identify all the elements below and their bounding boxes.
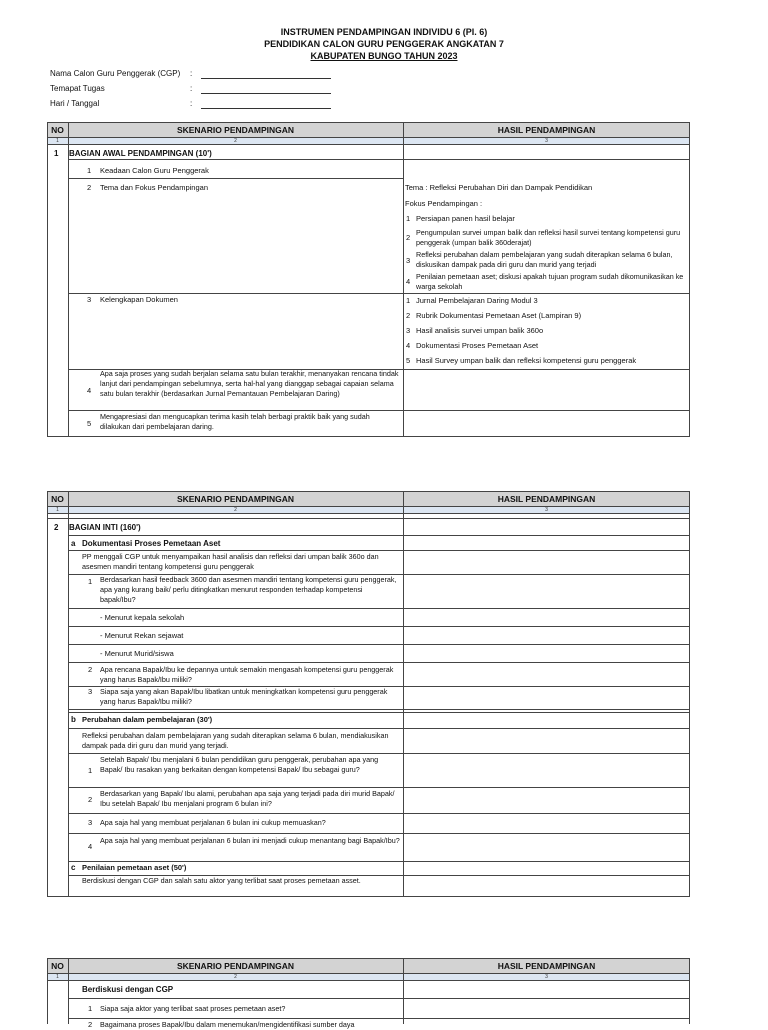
field-label: Hari / Tanggal	[50, 99, 100, 108]
question-item: Siapa saja yang akan Bapak/Ibu libatkan untuk meningkatkan kompetensi guru penggerak yang harus Bapak/Ibu miliki?	[100, 687, 388, 706]
question-item: Berdasarkan hasil feedback 3600 dan asesmen mandiri tentang kompetensi guru penggerak, apa yang kurang baik/ perlu ditingkatkan menurut responden terhadap kompetensi bapak/Ibu?	[100, 575, 397, 604]
table-bagian-awal: NO SKENARIO PENDAMPINGAN HASIL PENDAMPINGAN 1 2 3 1 BAGIAN AWAL PENDAMPINGAN (10') 1 Keadaan Calon Guru Penggerak 2 Tema dan Fokus Pendampingan Tema : Refleksi Perubahan Diri dan Dampak Pendidikan Fokus Pendampingan : 1 Persiapan panen hasil belajar 2 Pengumpulan survei umpan balik dan refleksi hasil survei tentang kompetensi guru penggerak (umpan balik 360derajat) 3 Refleksi perubahan dalam pembelajaran yang sudah diterapkan selama 6 bulan, diskusikan dampak pada diri guru dan murid yang terjadi 4 Penilaian pemetaan aset; diskusi apakah tujuan program sudah dikomunikasikan ke warga sekolah 3 Kelengkapan Dokumen 1 Jurnal Pembelajaran Daring Modul 3 2 Rubrik Dokumentasi Pemetaan Aset (Lampiran 9) 3 Hasil analisis survei umpan balik 360o 4 Dokumentasi Proses Pemetaan Aset 5 Hasil Survey umpan balik dan refleksi kompetensi guru penggerak 4 Apa saja proses yang sudah berjalan selama satu bulan terakhir, menanyakan rencana tindak lanjut dari pendampingan sebelumnya, serta hal-hal yang dianggap sebagai capaian selama satu bulan terakhir (berdasarkan Jurnal Pemantauan Pembelajaran Daring) 5 Mengapresiasi dan mengucapkan terima kasih telah berbagi praktik baik yang sudah dilakukan dari pembelajaran daring.	[47, 122, 690, 437]
field-input-line[interactable]	[201, 93, 331, 94]
subsection-intro: PP menggali CGP untuk menyampaikan hasil analisis dan refleksi dari umpan balik 360o dan asesmen mandiri tentang kompetensi guru penggerak	[82, 552, 379, 571]
document-location: KABUPATEN BUNGO TAHUN 2023	[310, 51, 458, 61]
fokus-item: Penilaian pemetaan aset; diskusi apakah tujuan program sudah dikomunikasikan ke warga sekolah	[416, 272, 684, 291]
question-item: Berdasarkan yang Bapak/ Ibu alami, perubahan apa saja yang terjadi pada diri murid Bapak/ Ibu setelah Bapak/ Ibu menjalani program 6 bulan ini?	[100, 789, 395, 808]
col-header-no: NO	[47, 122, 68, 137]
fokus-label: Fokus Pendampingan :	[405, 199, 483, 208]
table-bagian-inti: NO SKENARIO PENDAMPINGAN HASIL PENDAMPINGAN 1 2 3 2 BAGIAN INTI (160') a Dokumentasi Proses Pemetaan Aset PP menggali CGP untuk menyampaikan hasil analisis dan refleksi dari umpan balik 360o dan asesmen mandiri tentang kompetensi guru penggerak 1 Berdasarkan hasil feedback 3600 dan asesmen mandiri tentang kompetensi guru penggerak, apa yang kurang baik/ perlu ditingkatkan menurut responden terhadap kompetensi bapak/Ibu? - Menurut kepala sekolah - Menurut Rekan sejawat - Menurut Murid/siswa 2 Apa rencana Bapak/Ibu ke depannya untuk semakin mengasah kompetensi guru penggerak yang harus Bapak/Ibu miliki? 3 Siapa saja yang akan Bapak/Ibu libatkan untuk meningkatkan kompetensi guru penggerak yang harus Bapak/Ibu miliki? b Perubahan dalam pembelajaran (30') Refleksi perubahan dalam pembelajaran yang sudah diterapkan selama 6 bulan, mendiakusikan dampak pada diri guru dan murid yang terjadi. 1 Setelah Bapak/ Ibu menjalani 6 bulan pendidikan guru penggerak, perubahan apa yang Bapak/ Ibu rasakan yang berkaitan dengan kompetensi Bapak/ Ibu sebagai guru? 2 Berdasarkan yang Bapak/ Ibu alami, perubahan apa saja yang terjadi pada diri murid Bapak/ Ibu setelah Bapak/ Ibu menjalani program 6 bulan ini? 3 Apa saja hal yang membuat perjalanan 6 bulan ini cukup memuaskan? 4 Apa saja hal yang membuat perjalanan 6 bulan ini menjadi cukup menantang bagi Bapak/Ibu? c Penilaian pemetaan aset (50') Berdiskusi dengan CGP dan salah satu aktor yang terlibat saat proses pemetaan asset.	[47, 491, 690, 897]
subsection-title: Penilaian pemetaan aset (50')	[82, 863, 187, 872]
question-item: Apa saja hal yang membuat perjalanan 6 bulan ini menjadi cukup menantang bagi Bapak/Ibu?	[100, 836, 400, 845]
sub-item: - Menurut kepala sekolah	[100, 613, 185, 622]
col-header-hasil: HASIL PENDAMPINGAN	[403, 122, 690, 137]
col-header-skenario: SKENARIO PENDAMPINGAN	[68, 491, 403, 506]
document-title: INSTRUMEN PENDAMPINGAN INDIVIDU 6 (PI. 6)	[280, 27, 488, 37]
subsection-intro: Refleksi perubahan dalam pembelajaran yang sudah diterapkan selama 6 bulan, mendiakusikan dampak pada diri guru dan murid yang terjadi.	[82, 731, 389, 750]
section-number: 1	[54, 149, 59, 158]
fokus-item: Pengumpulan survei umpan balik dan refleksi hasil survei tentang kompetensi guru penggerak (umpan balik 360derajat)	[416, 228, 681, 247]
item-proses-bulan: Apa saja proses yang sudah berjalan selama satu bulan terakhir, menanyakan rencana tindak lanjut dari pendampingan sebelumnya, serta hal-hal yang dianggap sebagai capaian selama satu bulan terakhir (berdasarkan Jurnal Pemantauan Pembelajaran Daring)	[100, 369, 399, 398]
subsection-title: Berdiskusi dengan CGP	[82, 985, 174, 994]
question-item: Apa rencana Bapak/Ibu ke depannya untuk semakin mengasah kompetensi guru penggerak yang harus Bapak/Ibu miliki?	[100, 665, 394, 684]
document-subtitle: PENDIDIKAN CALON GURU PENGGERAK ANGKATAN 7	[264, 39, 504, 49]
col-header-no: NO	[47, 958, 68, 973]
field-label: Temapat Tugas	[50, 84, 105, 93]
col-header-skenario: SKENARIO PENDAMPINGAN	[68, 958, 403, 973]
sub-item: - Menurut Murid/siswa	[100, 649, 174, 658]
item-tema-fokus: Tema dan Fokus Pendampingan	[100, 183, 208, 192]
question-item: Siapa saja aktor yang terlibat saat proses pemetaan aset?	[100, 1004, 286, 1013]
table-lanjutan: NO SKENARIO PENDAMPINGAN HASIL PENDAMPINGAN 1 2 3 Berdiskusi dengan CGP 1 Siapa saja aktor yang terlibat saat proses pemetaan aset? 2 Bagaimana proses Bapak/Ibu dalam menemukan/mengidentifikasi sumber daya	[47, 958, 690, 1024]
section-title: BAGIAN AWAL PENDAMPINGAN (10')	[69, 149, 212, 158]
field-label: Nama Calon Guru Penggerak (CGP)	[50, 69, 181, 78]
subsection-title: Perubahan dalam pembelajaran (30')	[82, 715, 213, 724]
dokumen-item: Rubrik Dokumentasi Pemetaan Aset (Lampiran 9)	[416, 311, 582, 320]
question-item: Bagaimana proses Bapak/Ibu dalam menemukan/mengidentifikasi sumber daya	[100, 1020, 355, 1029]
col-header-hasil: HASIL PENDAMPINGAN	[403, 958, 690, 973]
item-kelengkapan-dokumen: Kelengkapan Dokumen	[100, 295, 178, 304]
col-header-no: NO	[47, 491, 68, 506]
dokumen-item: Dokumentasi Proses Pemetaan Aset	[416, 341, 539, 350]
question-item: Apa saja hal yang membuat perjalanan 6 bulan ini cukup memuaskan?	[100, 818, 326, 827]
item-apresiasi: Mengapresiasi dan mengucapkan terima kasih telah berbagi praktik baik yang sudah dilakukan dari pembelajaran daring.	[100, 412, 370, 431]
section-number: 2	[54, 523, 59, 532]
fokus-item: Persiapan panen hasil belajar	[416, 214, 515, 223]
col-header-hasil: HASIL PENDAMPINGAN	[403, 491, 690, 506]
question-item: Setelah Bapak/ Ibu menjalani 6 bulan pendidikan guru penggerak, perubahan apa yang Bapak/ Ibu rasakan yang berkaitan dengan kompetensi Bapak/ Ibu sebagai guru?	[100, 755, 379, 774]
item-keadaan-cgp: Keadaan Calon Guru Penggerak	[100, 166, 209, 175]
dokumen-item: Hasil analisis survei umpan balik 360o	[416, 326, 544, 335]
field-input-line[interactable]	[201, 108, 331, 109]
col-header-skenario: SKENARIO PENDAMPINGAN	[68, 122, 403, 137]
subsection-title: Dokumentasi Proses Pemetaan Aset	[82, 539, 221, 548]
field-input-line[interactable]	[201, 78, 331, 79]
section-title: BAGIAN INTI (160')	[69, 523, 141, 532]
sub-item: - Menurut Rekan sejawat	[100, 631, 184, 640]
tema-text: Tema : Refleksi Perubahan Diri dan Dampak Pendidikan	[405, 183, 593, 192]
dokumen-item: Hasil Survey umpan balik dan refleksi kompetensi guru penggerak	[416, 356, 637, 365]
fokus-item: Refleksi perubahan dalam pembelajaran yang sudah diterapkan selama 6 bulan, diskusikan dampak pada diri guru dan murid yang terjadi	[416, 250, 673, 269]
dokumen-item: Jurnal Pembelajaran Daring Modul 3	[416, 296, 538, 305]
subsection-intro: Berdiskusi dengan CGP dan salah satu aktor yang terlibat saat proses pemetaan asset.	[82, 876, 361, 885]
